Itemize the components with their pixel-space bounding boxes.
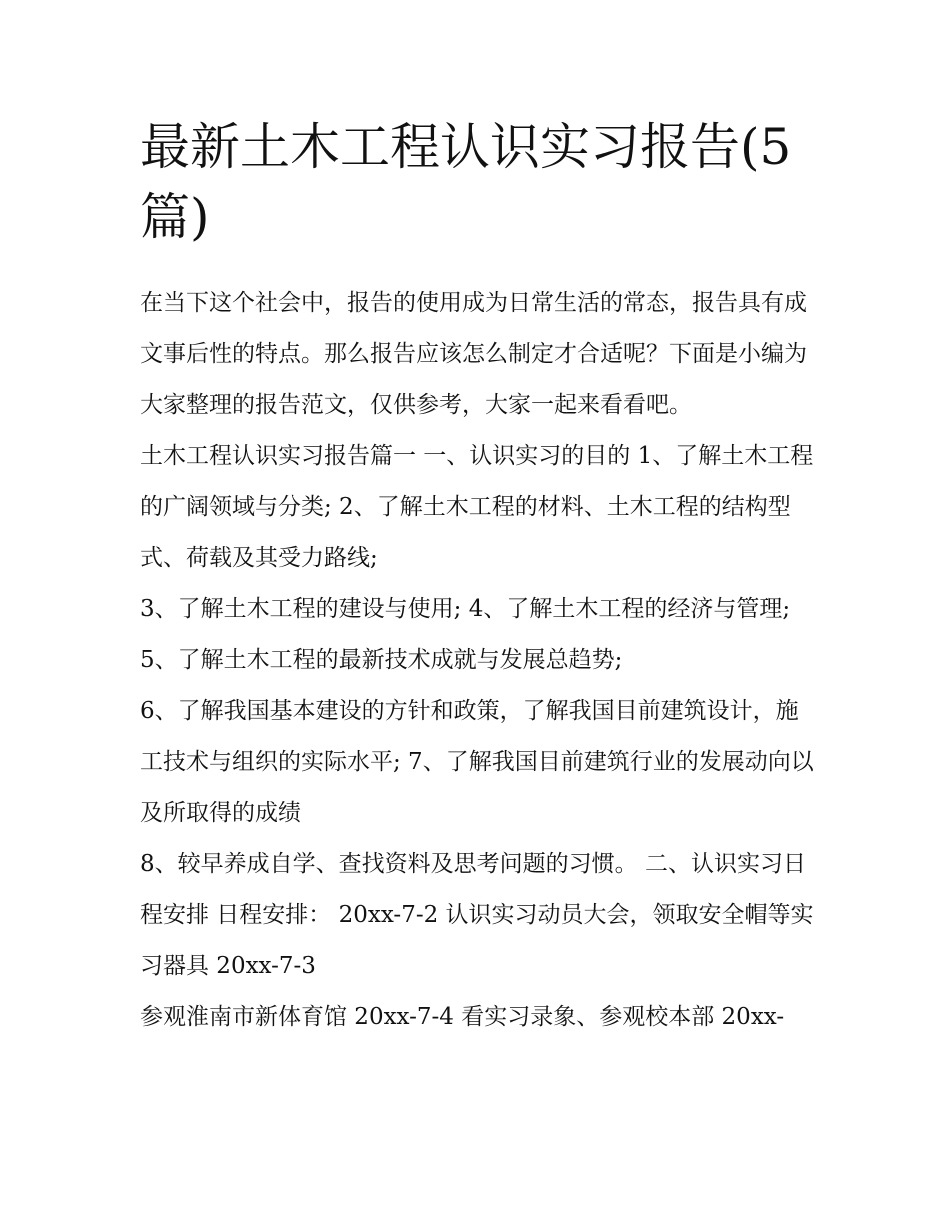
paragraph-schedule: 8、较早养成自学、查找资料及思考问题的习惯。 二、认识实习日程安排 日程安排： 20xx-7-2 认识实习动员大会，领取安全帽等实习器具 20xx-7-3 bbox=[140, 851, 814, 979]
paragraph-visit: 参观淮南市新体育馆 20xx-7-4 看实习录象、参观校本部 20xx- bbox=[140, 1004, 785, 1030]
paragraph-intro: 在当下这个社会中，报告的使用成为日常生活的常态，报告具有成文事后性的特点。那么报告应该怎么制定才合适呢？下面是小编为大家整理的报告范文，仅供参考，大家一起来看看吧。 bbox=[140, 290, 807, 418]
paragraph-items-3-5: 3、了解土木工程的建设与使用; 4、了解土木工程的经济与管理; 5、了解土木工程的最新技术成就与发展总趋势; bbox=[140, 596, 791, 673]
document-page bbox=[140, 112, 820, 1043]
paragraph-items-6-7: 6、了解我国基本建设的方针和政策，了解我国目前建筑设计，施工技术与组织的实际水平; 7、了解我国目前建筑行业的发展动向以及所取得的成绩 bbox=[140, 698, 814, 826]
paragraph-purpose: 土木工程认识实习报告篇一 一、认识实习的目的 1、了解土木工程的广阔领域与分类; 2、了解土木工程的材料、土木工程的结构型式、荷载及其受力路线; bbox=[140, 443, 814, 571]
document-title: 最新土木工程认识实习报告(5篇) bbox=[140, 118, 792, 246]
